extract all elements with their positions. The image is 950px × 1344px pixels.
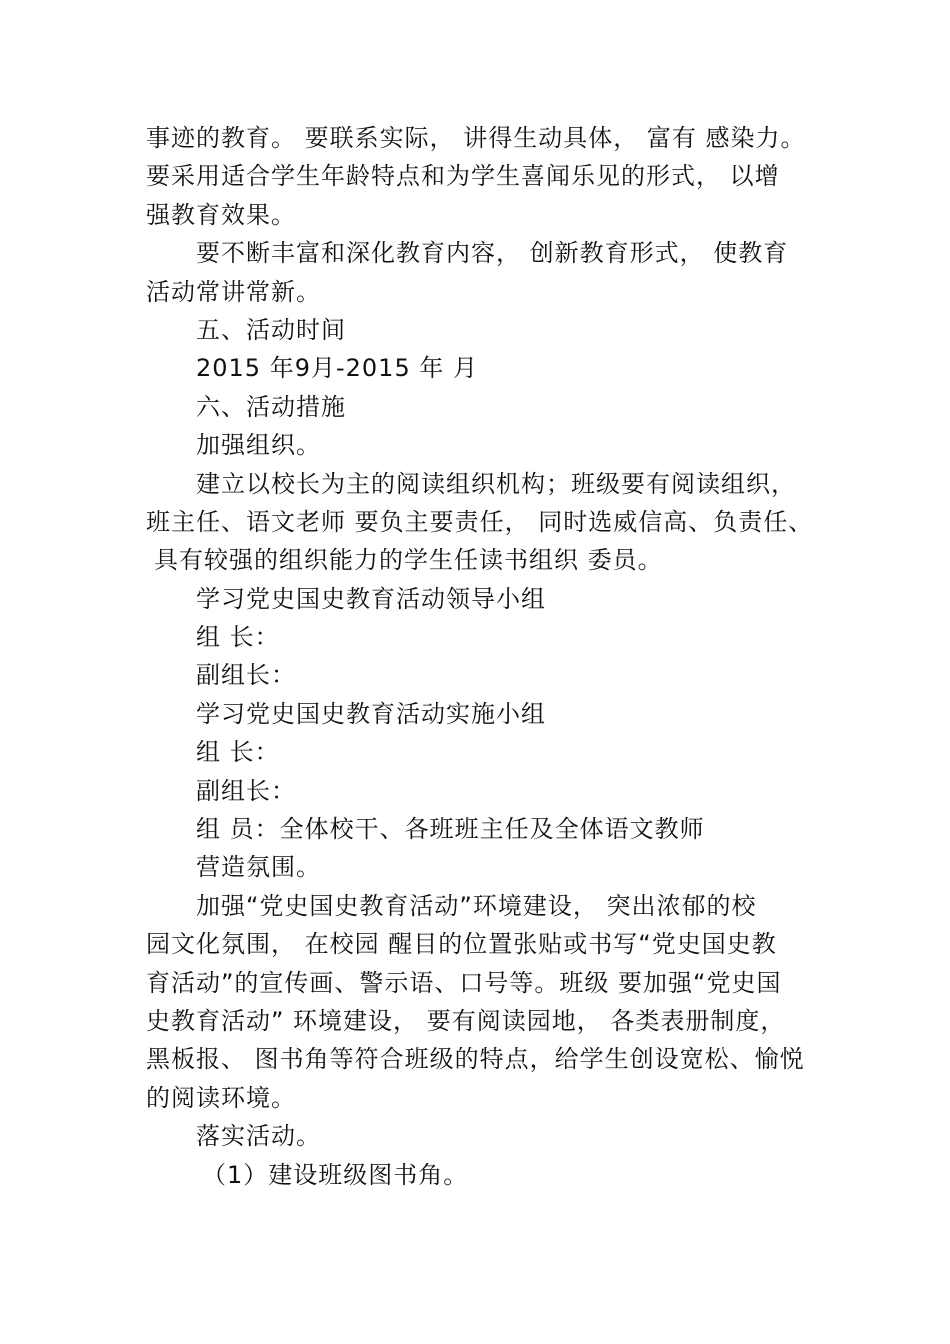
paragraph-line: 具有较强的组织能力的学生任读书组织 委员。	[154, 546, 663, 575]
list-item: （1）建设班级图书角。	[202, 1160, 469, 1189]
paragraph-line: 园文化氛围， 在校园 醒目的位置张贴或书写“党史国史教	[146, 930, 777, 959]
paragraph-line: 史教育活动” 环境建设， 要有阅读园地， 各类表册制度，	[146, 1006, 786, 1035]
paragraph-line: 事迹的教育。 要联系实际， 讲得生动具体， 富有 感染力。	[146, 124, 806, 152]
paragraph-line: 2015 年9月-2015 年 月	[196, 354, 478, 383]
subsection-heading: 落实活动。	[196, 1122, 321, 1151]
paragraph-line: 要采用适合学生年龄特点和为学生喜闻乐见的形式， 以增	[146, 162, 780, 191]
group-title: 学习党史国史教育活动实施小组	[196, 699, 546, 728]
paragraph-line: 活动常讲常新。	[146, 277, 321, 306]
paragraph-line: 班主任、语文老师 要负主要责任， 同时选威信高、负责任、	[146, 507, 814, 536]
paragraph-line: 要不断丰富和深化教育内容， 创新教育形式， 使教育	[196, 239, 789, 268]
document-body	[146, 119, 826, 1194]
group-role: 组 长：	[196, 738, 280, 767]
group-title: 学习党史国史教育活动领导小组	[196, 584, 546, 613]
paragraph-line: 黑板报、 图书角等符合班级的特点，给学生创设宽松、愉悦	[146, 1045, 805, 1074]
group-role: 组 员：全体校干、各班班主任及全体语文教师	[196, 815, 705, 844]
paragraph-line: 建立以校长为主的阅读组织机构；班级要有阅读组织，	[196, 469, 796, 498]
paragraph-line: 强教育效果。	[146, 200, 296, 229]
subsection-heading: 营造氛围。	[196, 853, 321, 882]
group-role: 副组长：	[196, 776, 296, 805]
group-role: 组 长：	[196, 623, 280, 652]
paragraph-line: 育活动”的宣传画、警示语、口号等。班级 要加强“党史国	[146, 968, 782, 997]
paragraph-line: 的阅读环境。	[146, 1083, 296, 1112]
paragraph-line: 加强“党史国史教育活动”环境建设， 突出浓郁的校	[196, 891, 757, 920]
section-heading: 五、活动时间	[196, 315, 346, 344]
group-role: 副组长：	[196, 661, 296, 690]
section-heading: 六、活动措施	[196, 392, 346, 421]
subsection-heading: 加强组织。	[196, 431, 321, 460]
